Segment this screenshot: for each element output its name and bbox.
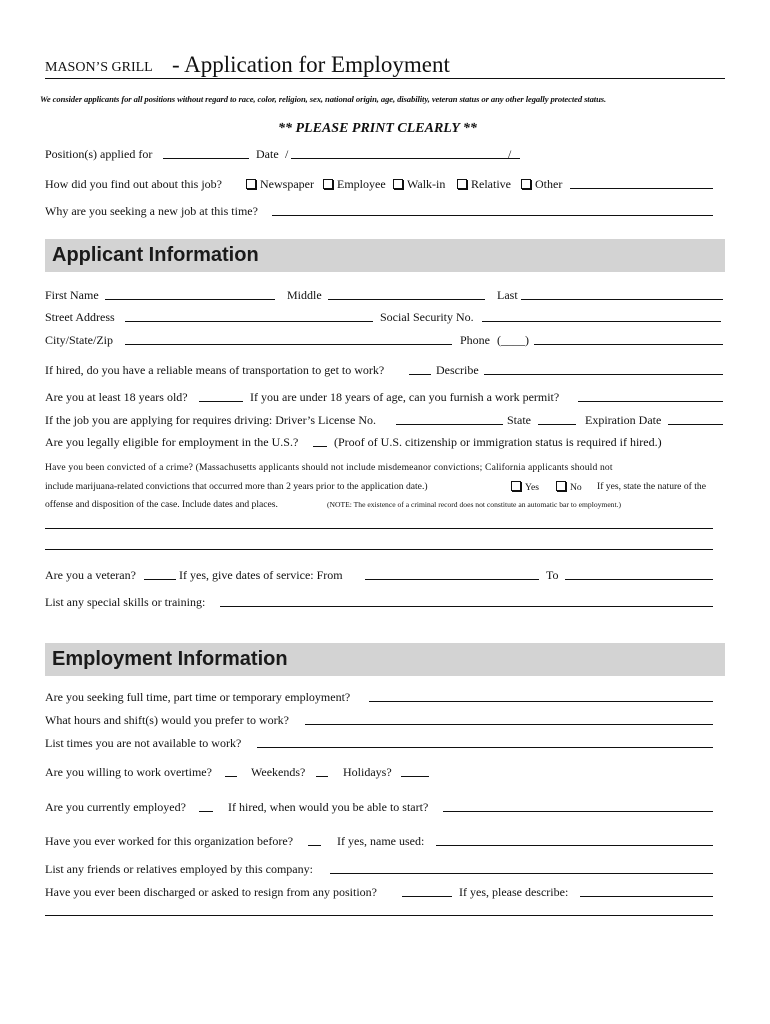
option-newspaper[interactable]: Newspaper bbox=[246, 177, 314, 191]
phone-field[interactable] bbox=[534, 344, 723, 345]
veteran-label: Are you a veteran? bbox=[45, 568, 136, 582]
street-label: Street Address bbox=[45, 310, 115, 324]
holidays-field[interactable] bbox=[401, 776, 429, 777]
phone-label: Phone bbox=[460, 333, 490, 347]
expiration-field[interactable] bbox=[668, 424, 723, 425]
why-label: Why are you seeking a new job at this time? bbox=[45, 204, 258, 218]
middle-field[interactable] bbox=[328, 299, 485, 300]
expiration-label: Expiration Date bbox=[585, 413, 662, 427]
position-label: Position(s) applied for bbox=[45, 147, 153, 161]
option-relative[interactable]: Relative bbox=[457, 177, 511, 191]
option-employee[interactable]: Employee bbox=[323, 177, 386, 191]
print-notice: ** PLEASE PRINT CLEARLY ** bbox=[278, 121, 477, 136]
crime-state-label: If yes, state the nature of the bbox=[597, 481, 706, 492]
checkbox-icon[interactable] bbox=[511, 481, 521, 491]
veteran-to-label: To bbox=[546, 568, 559, 582]
not-available-label: List times you are not available to work? bbox=[45, 736, 242, 750]
start-date-field[interactable] bbox=[443, 811, 713, 812]
ssn-field[interactable] bbox=[482, 321, 721, 322]
currently-employed-label: Are you currently employed? bbox=[45, 800, 186, 814]
section-employment-information bbox=[45, 643, 725, 676]
checkbox-icon[interactable] bbox=[323, 179, 333, 189]
worked-before-field[interactable] bbox=[308, 845, 321, 846]
checkbox-icon[interactable] bbox=[556, 481, 566, 491]
other-field[interactable] bbox=[570, 188, 713, 189]
permit-label: If you are under 18 years of age, can you furnish a work permit? bbox=[250, 390, 560, 404]
city-field[interactable] bbox=[125, 344, 452, 345]
date-slash: / bbox=[508, 147, 512, 161]
discharged-describe-label: If yes, please describe: bbox=[459, 885, 569, 899]
middle-label: Middle bbox=[287, 288, 322, 302]
holidays-label: Holidays? bbox=[343, 765, 392, 779]
crime-no-option[interactable]: No bbox=[556, 481, 582, 493]
discharged-label: Have you ever been discharged or asked to resign from any position? bbox=[45, 885, 378, 899]
discharged-describe-field[interactable] bbox=[45, 915, 713, 916]
date-field[interactable] bbox=[291, 158, 520, 159]
worked-before-label: Have you ever worked for this organization before? bbox=[45, 834, 294, 848]
hours-field[interactable] bbox=[305, 724, 713, 725]
checkbox-icon[interactable] bbox=[393, 179, 403, 189]
drivers-license-field[interactable] bbox=[396, 424, 503, 425]
transport-label: If hired, do you have a reliable means of transportation to get to work? bbox=[45, 363, 385, 377]
crime-offense-label: offense and disposition of the case. Include dates and places. bbox=[45, 499, 278, 510]
hours-label: What hours and shift(s) would you prefer to work? bbox=[45, 713, 289, 727]
page-title: - Application for Employment bbox=[172, 52, 450, 77]
transport-field[interactable] bbox=[409, 374, 431, 375]
weekends-field[interactable] bbox=[316, 776, 328, 777]
weekends-label: Weekends? bbox=[251, 765, 306, 779]
found-job-label: How did you find out about this job? bbox=[45, 177, 222, 191]
skills-field[interactable] bbox=[220, 606, 713, 607]
city-label: City/State/Zip bbox=[45, 333, 113, 347]
start-date-label: If hired, when would you be able to start? bbox=[228, 800, 429, 814]
name-used-field[interactable] bbox=[436, 845, 713, 846]
last-field[interactable] bbox=[521, 299, 723, 300]
crime-note: (NOTE: The existence of a criminal record does not constitute an automatic bar to employment.) bbox=[327, 500, 622, 509]
ssn-label: Social Security No. bbox=[380, 310, 474, 324]
veteran-field[interactable] bbox=[144, 579, 176, 580]
employment-type-field[interactable] bbox=[369, 701, 713, 702]
section-applicant-information bbox=[45, 239, 725, 272]
friends-field[interactable] bbox=[330, 873, 713, 874]
date-label: Date bbox=[256, 147, 279, 161]
company-name: MASON’S GRILL bbox=[45, 60, 153, 75]
section-heading: Employment Information bbox=[52, 648, 288, 670]
veteran-to-field[interactable] bbox=[565, 579, 713, 580]
eeo-disclaimer: We consider applicants for all positions without regard to race, color, religion, sex, national origin, age, disability, veteran status or any other legally protected status. bbox=[40, 94, 607, 104]
drivers-license-label: If the job you are applying for requires driving: Driver’s License No. bbox=[45, 413, 377, 427]
license-state-label: State bbox=[507, 413, 531, 427]
veteran-dates-label: If yes, give dates of service: From bbox=[179, 568, 343, 582]
veteran-from-field[interactable] bbox=[365, 579, 539, 580]
checkbox-icon[interactable] bbox=[457, 179, 467, 189]
crime-question: Have you been convicted of a crime? (Massachusetts applicants should not include misdemeanor convictions; California applicants should not bbox=[45, 462, 613, 473]
title-rule bbox=[45, 78, 725, 79]
date-slash: / bbox=[285, 147, 289, 161]
street-field[interactable] bbox=[125, 321, 373, 322]
option-walkin[interactable]: Walk-in bbox=[393, 177, 445, 191]
checkbox-icon[interactable] bbox=[246, 179, 256, 189]
checkbox-icon[interactable] bbox=[521, 179, 531, 189]
first-name-field[interactable] bbox=[105, 299, 275, 300]
phone-area-code[interactable]: (____) bbox=[497, 333, 529, 347]
overtime-label: Are you willing to work overtime? bbox=[45, 765, 212, 779]
why-field[interactable] bbox=[272, 215, 713, 216]
name-used-label: If yes, name used: bbox=[337, 834, 425, 848]
crime-yes-option[interactable]: Yes bbox=[511, 481, 539, 493]
license-state-field[interactable] bbox=[538, 424, 576, 425]
eligible-label: Are you legally eligible for employment in the U.S.? bbox=[45, 435, 299, 449]
currently-employed-field[interactable] bbox=[199, 811, 213, 812]
crime-details-field[interactable] bbox=[45, 528, 713, 529]
friends-label: List any friends or relatives employed by this company: bbox=[45, 862, 313, 876]
eligible-field[interactable] bbox=[313, 446, 327, 447]
not-available-field[interactable] bbox=[257, 747, 713, 748]
permit-field[interactable] bbox=[578, 401, 723, 402]
skills-label: List any special skills or training: bbox=[45, 595, 206, 609]
section-heading: Applicant Information bbox=[52, 244, 259, 266]
age18-label: Are you at least 18 years old? bbox=[45, 390, 188, 404]
discharged-field[interactable] bbox=[402, 896, 452, 897]
discharged-describe-field[interactable] bbox=[580, 896, 713, 897]
transport-describe-label: Describe bbox=[436, 363, 479, 377]
employment-type-label: Are you seeking full time, part time or temporary employment? bbox=[45, 690, 351, 704]
age18-field[interactable] bbox=[199, 401, 243, 402]
last-label: Last bbox=[497, 288, 518, 302]
first-name-label: First Name bbox=[45, 288, 99, 302]
eligible-note: (Proof of U.S. citizenship or immigration status is required if hired.) bbox=[334, 435, 662, 449]
option-other[interactable]: Other bbox=[521, 177, 562, 191]
crime-details-field[interactable] bbox=[45, 549, 713, 550]
crime-question-cont: include marijuana-related convictions that occurred more than 2 years prior to the application date.) bbox=[45, 481, 428, 492]
position-field[interactable] bbox=[163, 158, 249, 159]
transport-describe-field[interactable] bbox=[484, 374, 723, 375]
overtime-field[interactable] bbox=[225, 776, 237, 777]
